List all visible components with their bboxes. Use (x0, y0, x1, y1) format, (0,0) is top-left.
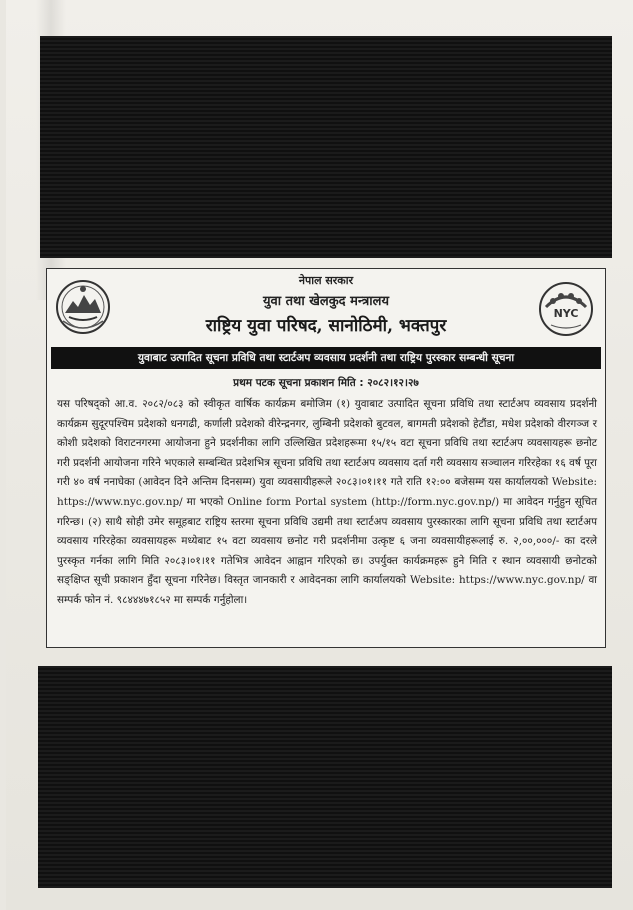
nyc-logo-text: NYC (553, 307, 579, 320)
notice-body: यस परिषद्को आ.व. २०८२/०८३ को स्वीकृत वार्षिक कार्यक्रम बमोजिम (१) युवाबाट उत्पादित सूचना प्रविधि तथा स्टार्टअप व्यवसाय प्रदर्शनी कार्यक्रम सुदूरपश्चिम प्रदेशको धनगढी, कर्णाली प्रदेशको वीरेन्द्रनगर, लुम्बिनी प्रदेशको बुटवल, बागमती प्रदेशको हेटौंडा, मधेश प्रदेशको वीरगञ्ज र कोशी प्रदेशको विराटनगरमा आयोजना हुने प्रदर्शनीका लागि उल्लिखित प्रदेशहरूमा १५/१५ वटा सूचना प्रविधि तथा स्टार्टअप व्यवसायहरू छनोट गरी प्रदर्शनी आयोजना गरिने भएकाले सम्बन्धित प्रदेशभित्र सूचना प्रविधि तथा स्टार्टअप व्यवसाय दर्ता गरी व्यवसाय सञ्चालन गरिरहेका १६ वर्ष पूरा गरी ४० वर्ष ननाघेका (आवेदन दिने अन्तिम दिनसम्म) युवा व्यवसायीहरूले २०८३।०१।११ गते राति १२:०० बजेसम्म यस कार्यालयको Website: https://www.nyc.gov.np/ मा भएको Online form Portal system (http://form.nyc.gov.np/) मा आवेदन गर्नुहुन सूचित गरिन्छ। (२) साथै सोही उमेर समूहबाट राष्ट्रिय स्तरमा सूचना प्रविधि उद्यमी तथा स्टार्टअप व्यवसाय पुरस्कारका लागि सूचना प्रविधि तथा स्टार्टअप व्यवसाय गरिरहेका व्यवसायहरू मध्येबाट १५ वटा व्यवसाय छनोट गरी प्रदर्शनीमा उत्कृष्ट ६ जना व्यवसायीहरूलाई रु. २,००,०००/- का दरले पुरस्कृत गर्नका लागि मिति २०८३।०१।११ गतेभित्र आवेदन आह्वान गरिएको छ। उपर्युक्त कार्यक्रमहरू हुने मिति र स्थान व्यवसायी छनोटको सङ्क्षिप्त सूची प्रकाशन हुँदा सूचना गरिनेछ। विस्तृत जानकारी र आवेदनका लागि कार्यालयको Website: https://www.nyc.gov.np/ वा सम्पर्क फोन नं. ९८४४४७१८५२ मा सम्पर्क गर्नुहोला। (57, 398, 597, 606)
ministry-name: युवा तथा खेलकुद मन्त्रालय (262, 294, 390, 309)
notice-title: युवाबाट उत्पादित सूचना प्रविधि तथा स्टार्टअप व्यवसाय प्रदर्शनी तथा राष्ट्रिय पुरस्कार सम्बन्धी सूचना (51, 347, 601, 369)
nyc-logo-icon (537, 281, 595, 337)
government-name: नेपाल सरकार (298, 274, 354, 287)
notice-box (46, 268, 606, 648)
publication-date: प्रथम पटक सूचना प्रकाशन मिति : २०८२।१२।२७ (233, 377, 419, 389)
notice-header (47, 269, 605, 347)
paper-page (6, 0, 633, 910)
redacted-region-bottom (38, 666, 612, 888)
council-name: राष्ट्रिय युवा परिषद, सानोठिमी, भक्तपुर (205, 316, 447, 336)
redacted-region-top (40, 36, 612, 258)
